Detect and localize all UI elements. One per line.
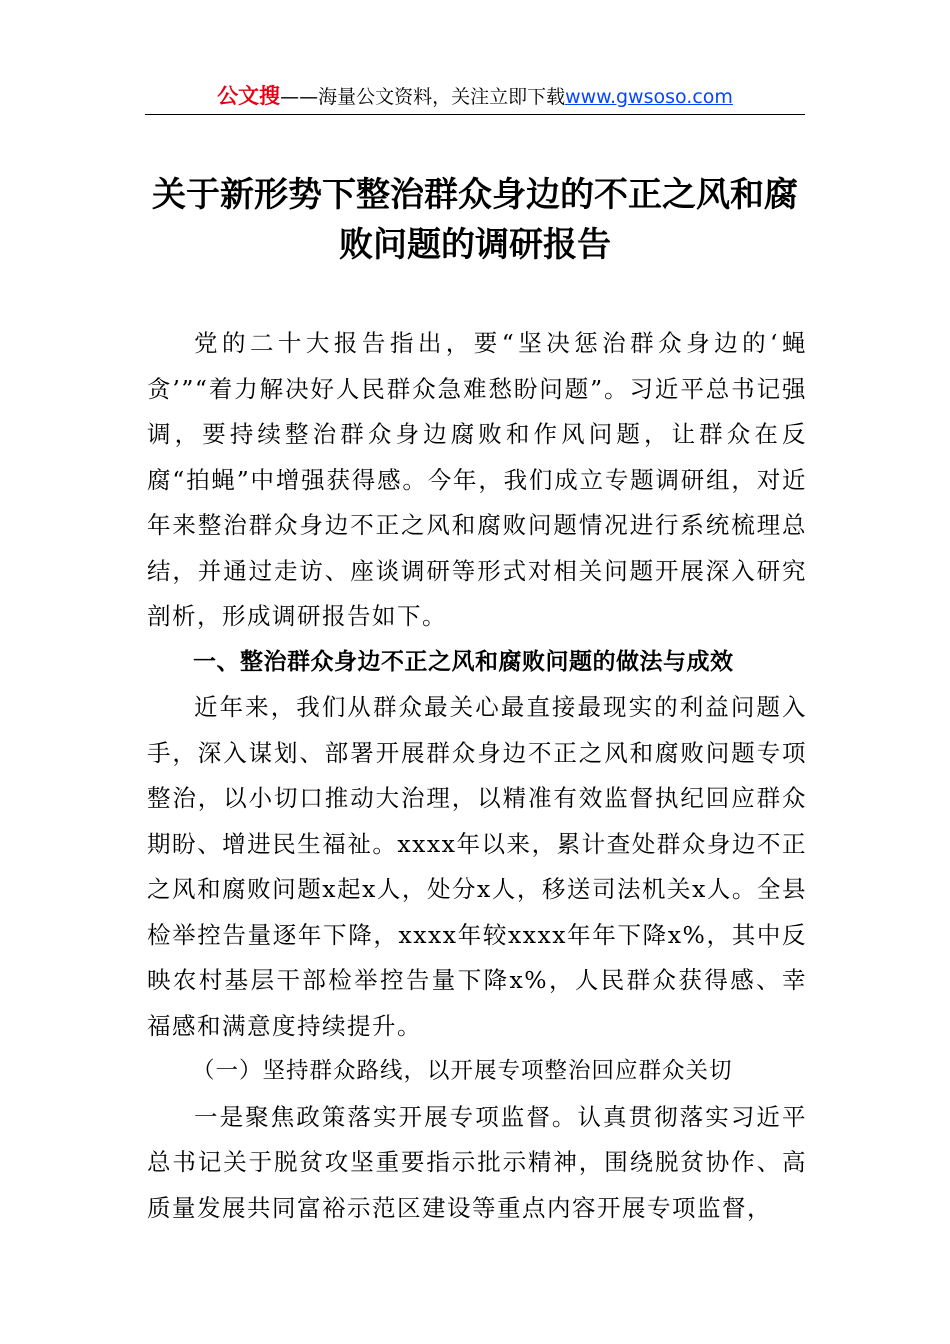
section-paragraph-1: 近年来，我们从群众最关心最直接最现实的利益问题入手，深入谋划、部署开展群众身边不正之风和腐败问题专项整治，以小切口推动大治理，以精准有效监督执纪回应群众期盼、增进民生福祉。xxxx年以来，累计查处群众身边不正之风和腐败问题x起x人，处分x人，移送司法机关x人。全县检举控告量逐年下降，xxxx年较xxxx年年下降x%，其中反映农村基层干部检举控告量下降x%，人民群众获得感、幸福感和满意度持续提升。 — [147, 693, 807, 1040]
site-link[interactable]: www.gwsoso.com — [565, 86, 733, 108]
brand-logo-text[interactable]: 公文搜 — [217, 84, 281, 108]
document-title: 关于新形势下整治群众身边的不正之风和腐败问题的调研报告 — [152, 175, 798, 265]
section-heading-1: 一、整治群众身边不正之风和腐败问题的做法与成效 — [193, 648, 734, 675]
point-paragraph-1: 一是聚焦政策落实开展专项监督。认真贯彻落实习近平总书记关于脱贫攻坚重要指示批示精神，围绕脱贫协作、高质量发展共同富裕示范区建设等重点内容开展专项监督， — [147, 1102, 807, 1222]
header-tagline: ——海量公文资料，关注立即下载 — [280, 86, 566, 108]
subsection-heading-1: （一）坚持群众路线，以开展专项整治回应群众关切 — [192, 1058, 733, 1084]
site-header — [145, 80, 805, 114]
document-body — [147, 321, 807, 1231]
intro-paragraph: 党的二十大报告指出，要“坚决惩治群众身边的‘蝇贪’”“着力解决好人民群众急难愁盼问题”。习近平总书记强调，要持续整治群众身边腐败和作风问题，让群众在反腐“拍蝇”中增强获得感。今年，我们成立专题调研组，对近年来整治群众身边不正之风和腐败问题情况进行系统梳理总结，并通过走访、座谈调研等形式对相关问题开展深入研究剖析，形成调研报告如下。 — [147, 329, 807, 630]
header-divider — [145, 114, 805, 115]
